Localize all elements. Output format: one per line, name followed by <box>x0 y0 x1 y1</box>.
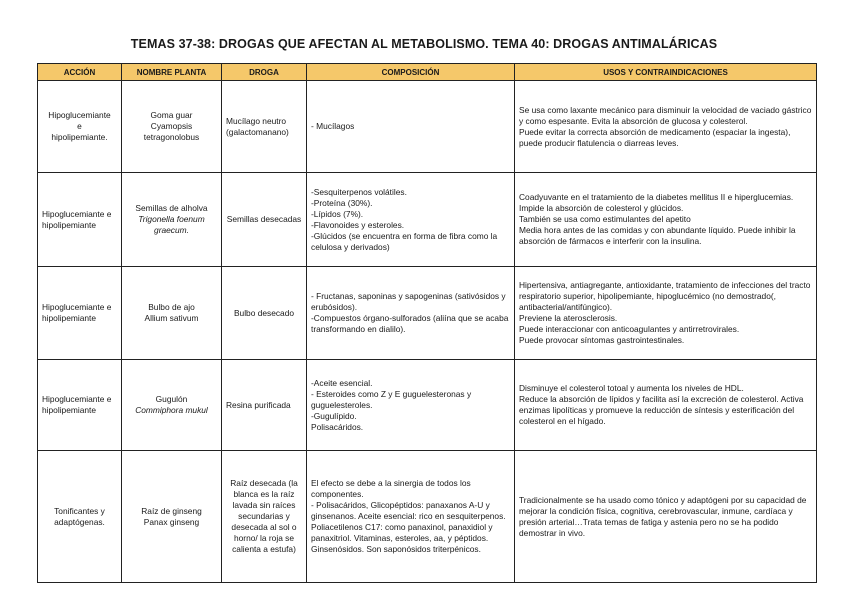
header-composicion: COMPOSICIÓN <box>307 64 515 81</box>
plant-name: Goma guar <box>150 110 193 120</box>
cell-accion <box>38 173 122 267</box>
accion-line: Tonificantes y <box>54 505 105 516</box>
plant-sci-name: Allium sativum <box>144 313 199 323</box>
cell-composicion <box>307 173 515 267</box>
header-usos: USOS Y CONTRAINDICACIONES <box>515 64 817 81</box>
composicion-line: -Proteína (30%). <box>311 197 373 208</box>
usos-line: Hipertensiva, antiagregante, antioxidante, tratamiento de infecciones del tracto respiratorio superior, hipolipemiante, hipoglucémico (no demostrado(, antibacterial/antifúngico). <box>519 280 811 312</box>
cell-usos <box>515 267 817 360</box>
composicion-line: -Sesquiterpenos volátiles. <box>311 186 407 197</box>
composicion-line: -Aceite esencial. <box>311 377 373 388</box>
composicion-line: -Compuestos órgano-sulforados (aliína que se acaba transformando en dialilo). <box>311 313 509 334</box>
composicion-line: - Mucílagos <box>311 121 355 131</box>
composicion-line: - Fructanas, saponinas y sapogeninas (sativósidos y erubósidos). <box>311 291 506 312</box>
cell-droga: Bulbo desecado <box>222 267 307 360</box>
composicion-line: El efecto se debe a la sinergia de todos los componentes. <box>311 478 471 499</box>
cell-planta <box>122 360 222 451</box>
cell-droga: Semillas desecadas <box>222 173 307 267</box>
plant-sci-name: Trigonella foenum <box>138 214 205 224</box>
composicion-line: Ginsenósidos. Son saponósidos triterpénicos. <box>311 544 481 554</box>
usos-line: Puede evitar la correcta absorción de medicamento (espaciar la ingesta), puede producir flatulencia o diarreas leves. <box>519 126 791 148</box>
plant-name: Semillas de alholva <box>135 203 208 213</box>
table-header-row <box>38 64 817 81</box>
plant-name: Raíz de ginseng <box>141 505 202 516</box>
page-title: TEMAS 37-38: DROGAS QUE AFECTAN AL METABOLISMO. TEMA 40: DROGAS ANTIMALÁRICAS <box>130 37 718 51</box>
composicion-line: -Flavonoides y esteroles. <box>311 219 405 230</box>
composicion-line: - Polisacáridos, Glicopéptidos: panaxanos A-U y ginsenanos. Aceite esencial: rico en sesquiterpenos. Poliacetilenos C17: como panaxinol, panaxidiol y panaxitriol. Vitaminas, esteroles, aa, y péptidos. <box>311 500 506 543</box>
cell-usos <box>515 81 817 173</box>
accion-line: e <box>77 121 82 131</box>
cell-composicion <box>307 360 515 451</box>
composicion-line: - Esteroides como Z y E guguelesteronas y guguelesteroles. <box>311 388 472 410</box>
usos-line: Previene la aterosclerosis. <box>519 313 618 323</box>
cell-composicion <box>307 267 515 360</box>
accion-line: Hipoglucemiante <box>48 110 111 120</box>
table-row <box>38 81 817 173</box>
accion-line: Hipoglucemiante e hipolipemiante <box>42 394 112 415</box>
cell-usos <box>515 451 817 583</box>
usos-line: Se usa como laxante mecánico para disminuir la velocidad de vaciado gástrico y como espesante. Evita la absorción de glucosa y colesterol. <box>519 104 812 126</box>
table-row <box>38 451 817 583</box>
usos-line: Disminuye el colesterol totoal y aumenta los niveles de HDL. <box>519 383 744 393</box>
accion-line: Hipoglucemiante e hipolipemiante <box>42 302 112 323</box>
cell-usos <box>515 173 817 267</box>
usos-line: Tradicionalmente se ha usado como tónico y adaptógeni por su capacidad de mejorar la condición física, cognitiva, cerebrovascular, inmune, cardíaca y presión arterial…Trata temas de fatiga y astenia pero no se ha podido demostrar in vivo. <box>519 494 807 538</box>
plant-name: Bulbo de ajo <box>148 302 195 312</box>
plant-name: Gugulón <box>155 394 188 404</box>
cell-planta <box>122 173 222 267</box>
cell-planta <box>122 451 222 583</box>
composicion-line: Polisacáridos. <box>311 421 364 432</box>
composicion-line: -Gugulípido. <box>311 410 357 421</box>
cell-planta <box>122 81 222 173</box>
cell-composicion <box>307 81 515 173</box>
plant-sci-name: Cyamopsis <box>150 121 193 131</box>
cell-accion <box>38 451 122 583</box>
composicion-line: -Lípidos (7%). <box>311 208 364 219</box>
cell-droga: Raíz desecada (la blanca es la raíz lavada sin raíces secundarias y desecada al sol o horno/ la roja se calienta a estufa) <box>222 451 307 583</box>
usos-line: Coadyuvante en el tratamiento de la diabetes mellitus II e hiperglucemias. Impide la absorción de colesterol y glúcidos. <box>519 192 794 213</box>
usos-line: Reduce la absorción de lípidos y facilita así la excreción de colesterol. Activa enzimas lipolíticas y promueve la reducción de síntesis y esterificación del colesterol en el hígado. <box>519 394 804 426</box>
table-row <box>38 267 817 360</box>
drug-table <box>37 63 817 583</box>
header-accion: ACCIÓN <box>38 64 122 81</box>
cell-planta <box>122 267 222 360</box>
cell-accion <box>38 267 122 360</box>
table-row <box>38 360 817 451</box>
plant-sci-name: graecum. <box>154 225 189 235</box>
accion-line: adaptógenas. <box>54 516 105 527</box>
cell-composicion <box>307 451 515 583</box>
cell-accion <box>38 81 122 173</box>
plant-sci-name: Panax ginseng <box>143 516 200 527</box>
usos-line: Puede interaccionar con anticoagulantes y antirretrovirales. <box>519 324 740 334</box>
plant-sci-name: tetragonolobus <box>143 132 200 142</box>
plant-sci-name: Commiphora mukul <box>135 405 208 415</box>
header-nombre-planta: NOMBRE PLANTA <box>122 64 222 81</box>
usos-line: También se usa como estimulantes del apetito <box>519 214 691 224</box>
composicion-line: -Glúcidos (se encuentra en forma de fibra como la celulosa y derivados) <box>311 230 498 252</box>
cell-usos <box>515 360 817 451</box>
cell-droga: Mucílago neutro (galactomanano) <box>222 81 307 173</box>
usos-line: Media hora antes de las comidas y con abundante líquido. Puede inhibir la absorción de fármacos e interferir con la insulina. <box>519 225 796 246</box>
cell-droga: Resina purificada <box>222 360 307 451</box>
usos-line: Puede provocar síntomas gastrointestinales. <box>519 335 685 345</box>
header-droga: DROGA <box>222 64 307 81</box>
accion-line: Hipoglucemiante e hipolipemiante <box>42 208 112 230</box>
accion-line: hipolipemiante. <box>51 132 108 142</box>
table-row <box>38 173 817 267</box>
cell-accion <box>38 360 122 451</box>
